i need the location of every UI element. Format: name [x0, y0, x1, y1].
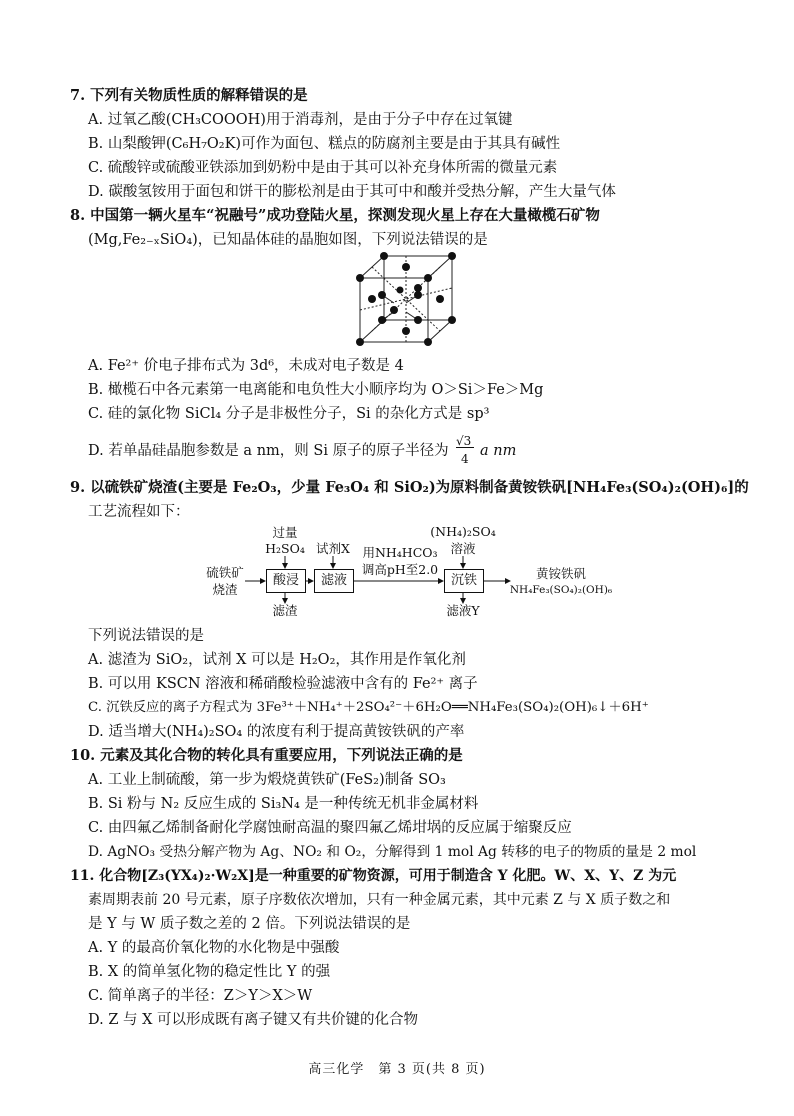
- q8-option-d: D. 若单晶硅晶胞参数是 a nm，则 Si 原子的原子半径为: [88, 443, 449, 459]
- flow-step3-line1: 用NH₄HCO₃: [362, 545, 438, 560]
- flow-reagent4-line2: 溶液: [450, 541, 476, 556]
- q10-stem: 10. 元素及其化合物的转化具有重要应用，下列说法正确的是: [70, 747, 463, 764]
- q9-ask: 下列说法错误的是: [88, 628, 204, 644]
- q9-option-d: D. 适当增大(NH₄)₂SO₄ 的浓度有利于提高黄铵铁矾的产率: [88, 724, 465, 740]
- flow-reagent1-line1: 过量: [272, 525, 298, 540]
- q9-option-c: C. 沉铁反应的离子方程式为 3Fe³⁺＋NH₄⁺＋2SO₄²⁻＋6H₂O══NH₄Fe₃(SO₄)₂(OH)₆↓＋6H⁺: [88, 700, 649, 715]
- flow-out1: 滤渣: [272, 603, 298, 618]
- q10-option-b: B. Si 粉与 N₂ 反应生成的 Si₃N₄ 是一种传统无机非金属材料: [88, 796, 479, 812]
- flow-box-filtrate: 滤液: [314, 569, 354, 593]
- q8-stem-line1: 8. 中国第一辆火星车“祝融号”成功登陆火星，探测发现火星上存在大量橄榄石矿物: [70, 207, 600, 224]
- flow-start-line1: 硫铁矿: [206, 565, 244, 580]
- q8-radius-unit: a nm: [480, 443, 517, 459]
- q11-option-c: C. 简单离子的半径：Z＞Y＞X＞W: [88, 988, 313, 1004]
- q11-option-a: A. Y 的最高价氧化物的水化物是中强酸: [88, 940, 340, 956]
- q9-option-b: B. 可以用 KSCN 溶液和稀硝酸检验滤液中含有的 Fe²⁺ 离子: [88, 676, 478, 692]
- q7-option-b: B. 山梨酸钾(C₆H₇O₂K)可作为面包、糕点的防腐剂主要是由于其具有碱性: [88, 136, 561, 152]
- q9-stem-line2: 工艺流程如下：: [88, 504, 190, 520]
- q11-option-b: B. X 的简单氢化物的稳定性比 Y 的强: [88, 964, 331, 980]
- q10-option-d: D. AgNO₃ 受热分解产物为 Ag、NO₂ 和 O₂，分解得到 1 mol Ag 转移的电子的物质的量是 2 mol: [88, 844, 697, 860]
- flow-start-line2: 烧渣: [212, 582, 238, 597]
- flow-out3: 滤液Y: [446, 603, 480, 618]
- q8-option-a: A. Fe²⁺ 价电子排布式为 3d⁶，未成对电子数是 4: [88, 358, 404, 374]
- flow-reagent1-line2: H₂SO₄: [265, 541, 305, 556]
- q8-radius-numerator: √3: [456, 434, 472, 448]
- q8-radius-denominator: 4: [461, 452, 469, 466]
- q11-stem-line2: 素周期表前 20 号元素，原子序数依次增加，只有一种金属元素，其中元素 Z 与 X 质子数之和: [88, 892, 671, 908]
- q7-stem: 7. 下列有关物质性质的解释错误的是: [70, 87, 308, 104]
- q8-option-b: B. 橄榄石中各元素第一电离能和电负性大小顺序均为 O＞Si＞Fe＞Mg: [88, 382, 544, 398]
- flow-reagent4-line1: (NH₄)₂SO₄: [430, 524, 496, 539]
- page-footer: 高三化学 第 3 页(共 8 页): [308, 1062, 486, 1077]
- q8-stem-line2: (Mg,Fe₂₋ₓSiO₄)，已知晶体硅的晶胞如图，下列说法错误的是: [88, 232, 488, 248]
- q10-option-a: A. 工业上制硫酸，第一步为煅烧黄铁矿(FeS₂)制备 SO₃: [88, 772, 446, 788]
- q8-option-c: C. 硅的氯化物 SiCl₄ 分子是非极性分子，Si 的杂化方式是 sp³: [88, 406, 490, 422]
- q11-stem-line3: 是 Y 与 W 质子数之差的 2 倍。下列说法错误的是: [88, 916, 411, 932]
- q10-option-c: C. 由四氟乙烯制备耐化学腐蚀耐高温的聚四氟乙烯坩埚的反应属于缩聚反应: [88, 820, 572, 836]
- flow-step3-line2: 调高pH至2.0: [361, 562, 439, 577]
- flow-product-name: 黄铵铁矾: [535, 566, 586, 581]
- flow-box-acid-leach: 酸浸: [266, 569, 306, 593]
- q7-option-a: A. 过氧乙酸(CH₃COOOH)用于消毒剂，是由于分子中存在过氧键: [88, 112, 513, 128]
- q11-stem-line1: 11. 化合物[Z₃(YX₄)₂·W₂X]是一种重要的矿物资源，可用于制造含 Y 化肥。W、X、Y、Z 为元: [70, 868, 677, 884]
- q11-option-d: D. Z 与 X 可以形成既有离子键又有共价键的化合物: [88, 1012, 419, 1028]
- flow-reagent2: 试剂X: [316, 541, 350, 556]
- flow-box-precipitate-iron: 沉铁: [444, 569, 484, 593]
- flow-product-formula: NH₄Fe₃(SO₄)₂(OH)₆: [509, 584, 613, 596]
- q7-option-c: C. 硫酸锌或硫酸亚铁添加到奶粉中是由于其可以补充身体所需的微量元素: [88, 160, 558, 176]
- q7-option-d: D. 碳酸氢铵用于面包和饼干的膨松剂是由于其可中和酸并受热分解，产生大量气体: [88, 184, 616, 200]
- q9-option-a: A. 滤渣为 SiO₂，试剂 X 可以是 H₂O₂，其作用是作氧化剂: [88, 652, 466, 668]
- q9-stem-line1: 9. 以硫铁矿烧渣(主要是 Fe₂O₃，少量 Fe₃O₄ 和 SiO₂)为原料制备黄铵铁矾[NH₄Fe₃(SO₄)₂(OH)₆]的: [70, 479, 749, 496]
